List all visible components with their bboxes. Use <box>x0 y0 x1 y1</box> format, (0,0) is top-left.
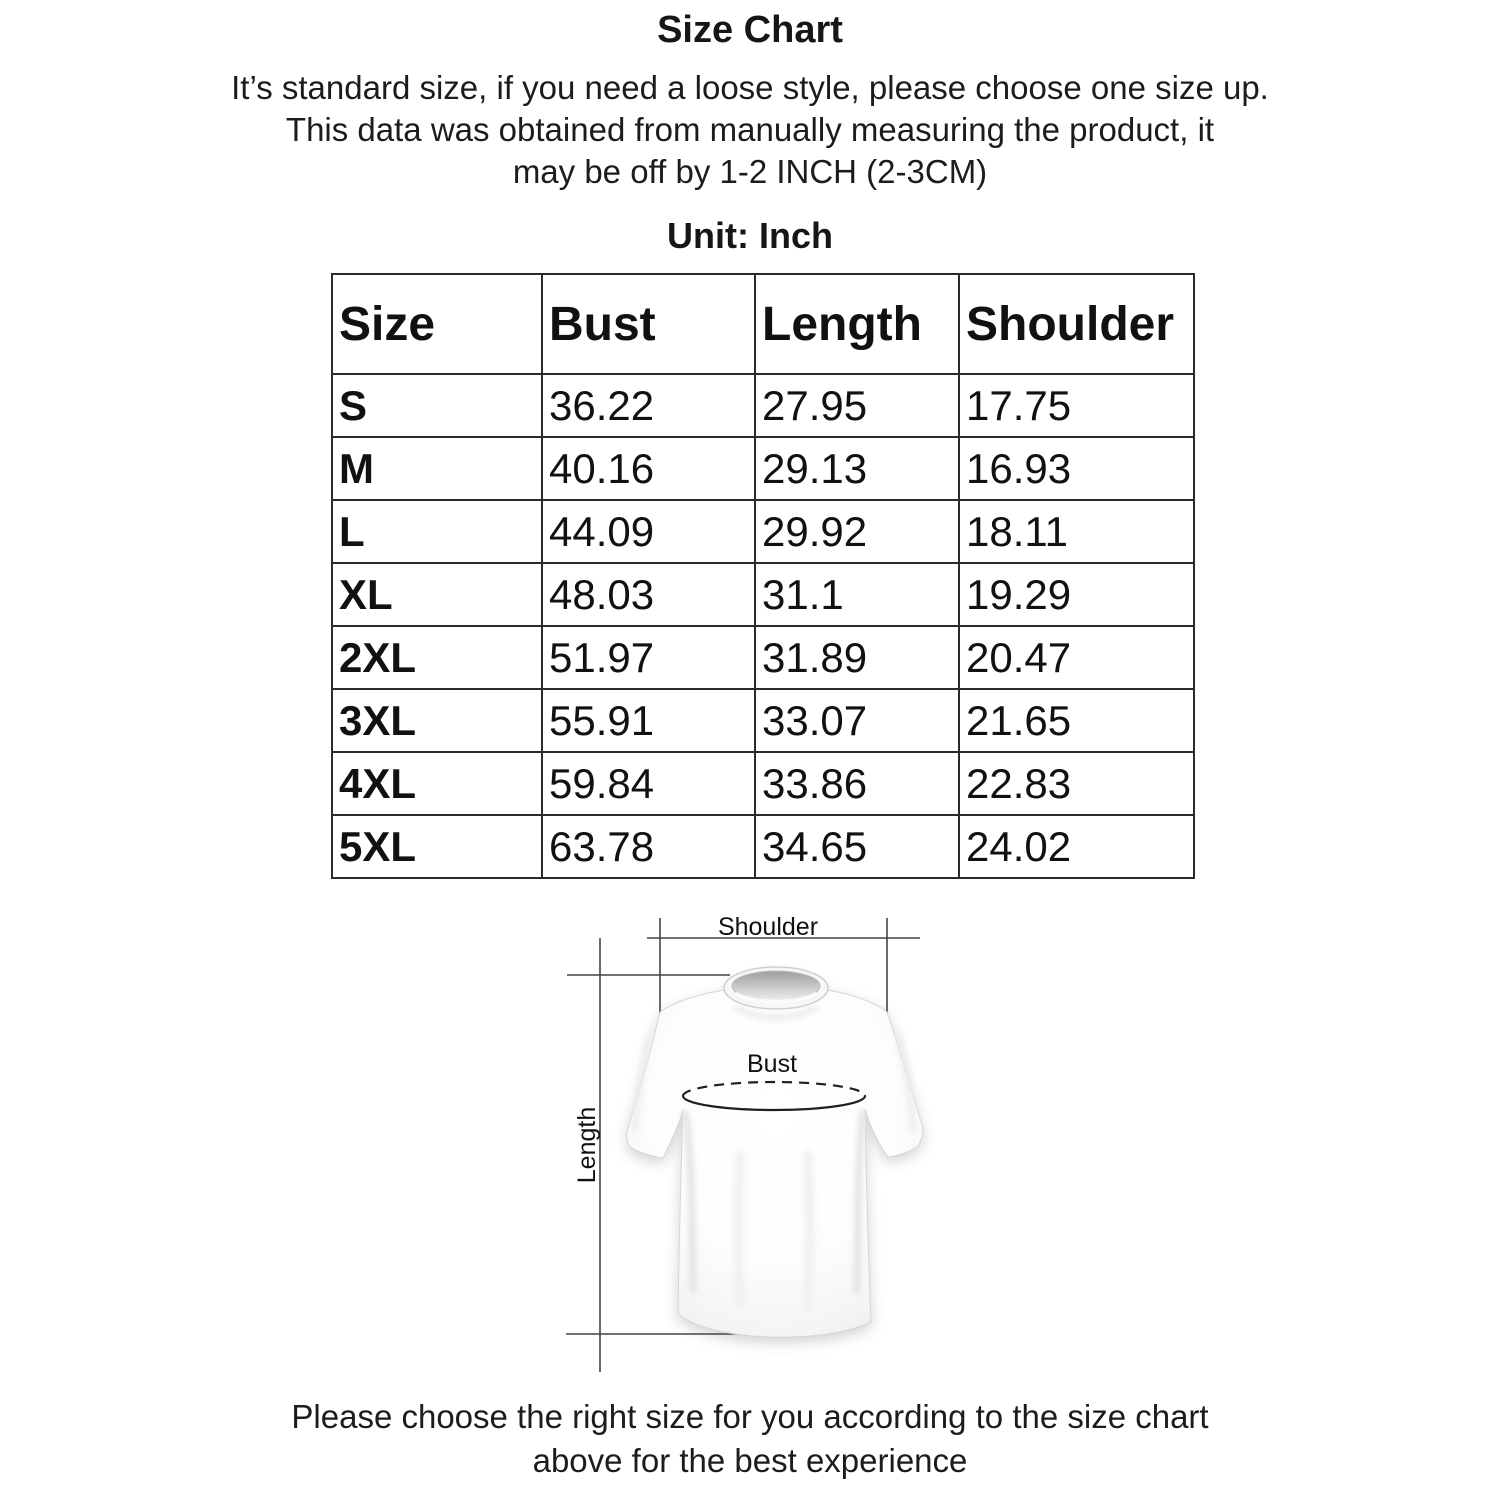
value-cell: 21.65 <box>959 689 1194 752</box>
value-cell: 55.91 <box>542 689 755 752</box>
page-title: Size Chart <box>657 9 843 51</box>
table-row <box>332 437 1194 500</box>
value-cell: 17.75 <box>959 374 1194 437</box>
size-cell: 5XL <box>332 815 542 878</box>
size-cell: XL <box>332 563 542 626</box>
shoulder-measure-label: Shoulder <box>717 913 819 941</box>
length-measure-label: Length <box>573 1106 601 1184</box>
value-cell: 48.03 <box>542 563 755 626</box>
footer-note <box>0 1395 1500 1483</box>
value-cell: 59.84 <box>542 752 755 815</box>
value-cell: 33.86 <box>755 752 959 815</box>
size-description <box>0 67 1500 193</box>
value-cell: 44.09 <box>542 500 755 563</box>
size-table-header-row <box>332 274 1194 374</box>
value-cell: 63.78 <box>542 815 755 878</box>
value-cell: 33.07 <box>755 689 959 752</box>
tshirt-measure-diagram <box>540 895 960 1395</box>
table-row <box>332 815 1194 878</box>
column-header-length: Length <box>755 274 959 374</box>
table-row <box>332 563 1194 626</box>
value-cell: 22.83 <box>959 752 1194 815</box>
bust-measure-label: Bust <box>746 1050 798 1078</box>
value-cell: 19.29 <box>959 563 1194 626</box>
description-line-2: This data was obtained from manually measuring the product, it <box>285 111 1215 148</box>
value-cell: 27.95 <box>755 374 959 437</box>
description-line-3: may be off by 1-2 INCH (2-3CM) <box>512 153 988 190</box>
table-row <box>332 689 1194 752</box>
footer-line-2: above for the best experience <box>532 1442 968 1479</box>
value-cell: 40.16 <box>542 437 755 500</box>
table-row <box>332 626 1194 689</box>
column-header-size: Size <box>332 274 542 374</box>
column-header-shoulder: Shoulder <box>959 274 1194 374</box>
size-cell: S <box>332 374 542 437</box>
value-cell: 31.1 <box>755 563 959 626</box>
size-cell: L <box>332 500 542 563</box>
size-chart-table <box>331 273 1195 879</box>
footer-line-1: Please choose the right size for you according to the size chart <box>291 1398 1209 1435</box>
table-row <box>332 374 1194 437</box>
table-row <box>332 500 1194 563</box>
value-cell: 36.22 <box>542 374 755 437</box>
unit-label: Unit: Inch <box>667 215 833 256</box>
column-header-bust: Bust <box>542 274 755 374</box>
size-cell: 4XL <box>332 752 542 815</box>
value-cell: 31.89 <box>755 626 959 689</box>
size-cell: 2XL <box>332 626 542 689</box>
value-cell: 20.47 <box>959 626 1194 689</box>
value-cell: 24.02 <box>959 815 1194 878</box>
size-cell: 3XL <box>332 689 542 752</box>
value-cell: 16.93 <box>959 437 1194 500</box>
size-table-body <box>332 374 1194 878</box>
value-cell: 29.92 <box>755 500 959 563</box>
size-cell: M <box>332 437 542 500</box>
table-row <box>332 752 1194 815</box>
description-line-1: It’s standard size, if you need a loose style, please choose one size up. <box>231 69 1269 106</box>
value-cell: 34.65 <box>755 815 959 878</box>
tshirt-body <box>627 973 923 1337</box>
value-cell: 18.11 <box>959 500 1194 563</box>
tshirt-collar <box>724 967 828 1009</box>
value-cell: 29.13 <box>755 437 959 500</box>
value-cell: 51.97 <box>542 626 755 689</box>
